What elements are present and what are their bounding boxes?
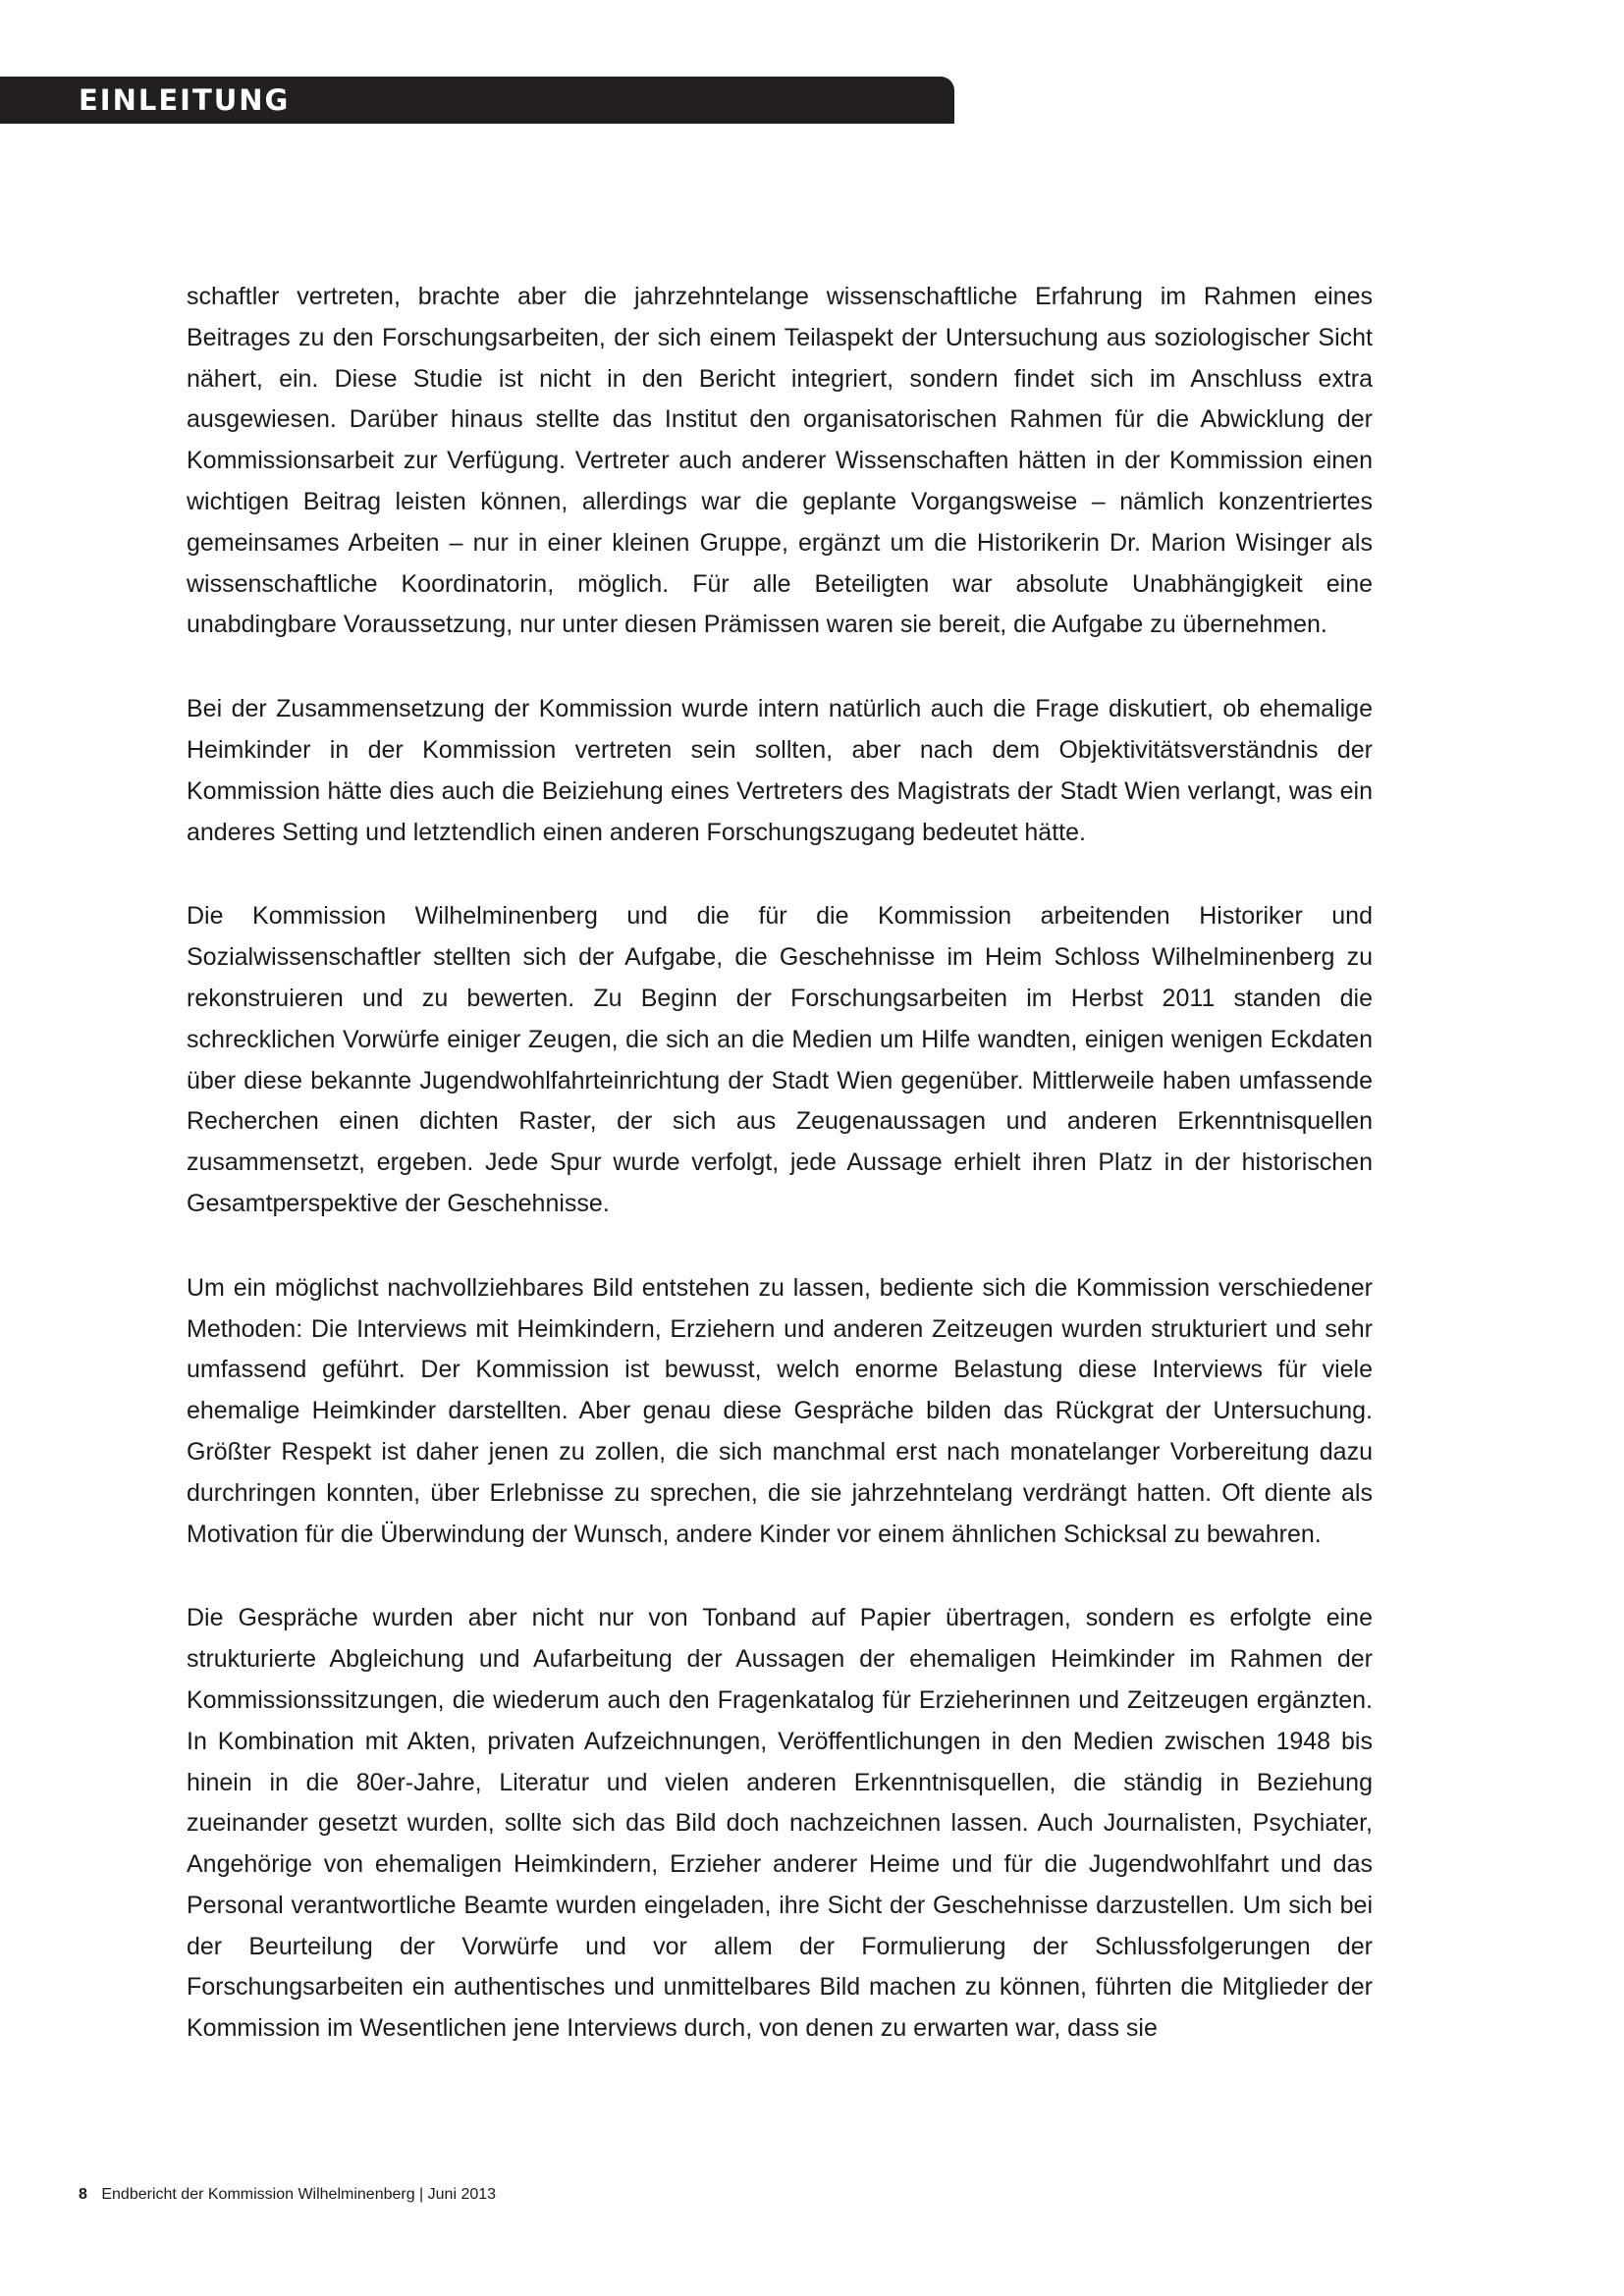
paragraph-1: schaftler vertreten, brachte aber die jahrzehntelange wissenschaftliche Erfahrung im Rahmen eines Beitrages zu den Forschungsarbeiten, der sich einem Teilaspekt der Untersuchung aus soziologischer Sicht nähert, ein. Diese Studie ist nicht in den Bericht integriert, sondern findet sich im Anschluss extra ausgewiesen. Darüber hinaus stellte das Institut den organisatorischen Rahmen für die Abwicklung der Kommissionsarbeit zur Verfügung. Vertreter auch anderer Wissenschaften hätten in der Kommission einen wichtigen Beitrag leisten können, allerdings war die geplante Vorgangsweise – nämlich konzentriertes gemeinsames Arbeiten – nur in einer kleinen Gruppe, ergänzt um die Historikerin Dr. Marion Wisinger als wissenschaftliche Koordinatorin, möglich. Für alle Beteiligten war absolute Unabhängigkeit eine unabdingbare Voraussetzung, nur unter diesen Prämissen waren sie bereit, die Aufgabe zu übernehmen.	[187, 283, 1373, 639]
paragraph-2: Bei der Zusammensetzung der Kommission wurde intern natürlich auch die Frage diskutiert, ob ehemalige Heimkinder in der Kommission vertreten sein sollten, aber nach dem Objektivitätsverständnis der Kommission hätte dies auch die Beiziehung eines Vertreters des Magistrats der Stadt Wien verlangt, was ein anderes Setting und letztendlich einen anderen Forschungszugang bedeutet hätte.	[187, 695, 1373, 846]
publication-info: Endbericht der Kommission Wilhelminenberg | Juni 2013	[101, 2186, 497, 2203]
page-footer	[79, 2187, 496, 2203]
paragraph-3: Die Kommission Wilhelminenberg und die für die Kommission arbeitenden Historiker und Sozialwissenschaftler stellten sich der Aufgabe, die Geschehnisse im Heim Schloss Wilhelminenberg zu rekonstruieren und zu bewerten. Zu Beginn der Forschungsarbeiten im Herbst 2011 standen die schrecklichen Vorwürfe einiger Zeugen, die sich an die Medien um Hilfe wandten, einigen wenigen Eckdaten über diese bekannte Jugendwohlfahrteinrichtung der Stadt Wien gegenüber. Mittlerweile haben umfassende Recherchen einen dichten Raster, der sich aus Zeugenaussagen und anderen Erkenntnisquellen zusammensetzt, ergeben. Jede Spur wurde verfolgt, jede Aussage erhielt ihren Platz in der historischen Gesamtperspektive der Geschehnisse.	[187, 902, 1373, 1217]
section-title: EINLEITUNG	[79, 82, 291, 117]
paragraph-4: Um ein möglichst nachvollziehbares Bild entstehen zu lassen, bediente sich die Kommission verschiedener Methoden: Die Interviews mit Heimkindern, Erziehern und anderen Zeitzeugen wurden strukturiert und sehr umfassend geführt. Der Kommission ist bewusst, welch enorme Belastung diese Interviews für viele ehemalige Heimkinder darstellten. Aber genau diese Gespräche bilden das Rückgrat der Untersuchung. Größter Respekt ist daher jenen zu zollen, die sich manchmal erst nach monatelanger Vorbereitung dazu durchringen konnten, über Erlebnisse zu sprechen, die sie jahrzehntelang verdrängt hatten. Oft diente als Motivation für die Überwindung der Wunsch, andere Kinder vor einem ähnlichen Schicksal zu bewahren.	[187, 1273, 1373, 1548]
section-header-bar	[0, 77, 954, 124]
body-text	[187, 277, 1373, 2050]
page-number: 8	[79, 2186, 87, 2203]
paragraph-5: Die Gespräche wurden aber nicht nur von Tonband auf Papier übertragen, sondern es erfolgte eine strukturierte Abgleichung und Aufarbeitung der Aussagen der ehemaligen Heimkinder im Rahmen der Kommissionssitzungen, die wiederum auch den Fragenkatalog für Erzieherinnen und Zeitzeugen ergänzten. In Kombination mit Akten, privaten Aufzeichnungen, Veröffentlichungen in den Medien zwischen 1948 bis hinein in die 80er-Jahre, Literatur und vielen anderen Erkenntnisquellen, die ständig in Beziehung zueinander gesetzt wurden, sollte sich das Bild doch nachzeichnen lassen. Auch Journalisten, Psychiater, Angehörige von ehemaligen Heimkindern, Erzieher anderer Heime und für die Jugendwohlfahrt und das Personal verantwortliche Beamte wurden eingeladen, ihre Sicht der Geschehnisse darzustellen. Um sich bei der Beurteilung der Vorwürfe und vor allem der Formulierung der Schlussfolgerungen der Forschungsarbeiten ein authentisches und unmittelbares Bild machen zu können, führten die Mitglieder der Kommission im Wesentlichen jene Interviews durch, von denen zu erwarten war, dass sie	[187, 1604, 1373, 2043]
